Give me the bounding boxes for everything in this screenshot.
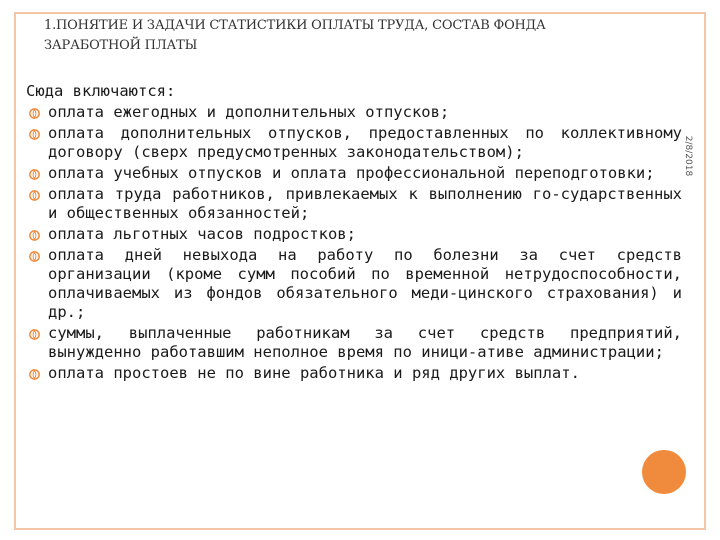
list-item	[26, 246, 682, 322]
list-item	[26, 185, 682, 223]
bullet-icon	[28, 250, 41, 263]
list-item-text: оплата дополнительных отпусков, предоставленных по коллективному договору (сверх предусмотренных законодательством);	[48, 124, 682, 161]
orange-circle-decoration	[642, 450, 686, 494]
bullet-icon	[28, 368, 41, 381]
list-item-text: оплата труда работников, привлекаемых к выполнению го-сударственных и общественных обязанностей;	[48, 185, 682, 222]
list-item-text: оплата льготных часов подростков;	[48, 225, 356, 243]
bullet-icon	[28, 168, 41, 181]
list-item-text: оплата учебных отпусков и оплата профессиональной переподготовки;	[48, 164, 655, 182]
bullet-icon	[28, 189, 41, 202]
bullet-list	[26, 103, 682, 383]
list-item	[26, 103, 682, 122]
list-item-text: оплата дней невыхода на работу по болезни за счет средств организации (кроме сумм пособий по временной нетрудоспособности, оплачиваемых из фондов обязательного меди-цинского страхования) и др.;	[48, 246, 682, 321]
list-item	[26, 124, 682, 162]
list-item	[26, 164, 682, 183]
bullet-icon	[28, 328, 41, 341]
list-item-text: оплата простоев не по вине работника и ряд других выплат.	[48, 364, 580, 382]
list-item	[26, 364, 682, 383]
slide-date: 2/8/2018	[683, 135, 693, 177]
list-item	[26, 225, 682, 244]
bullet-icon	[28, 107, 41, 120]
bullet-icon	[28, 128, 41, 141]
list-item-text: оплата ежегодных и дополнительных отпусков;	[48, 103, 450, 121]
list-item	[26, 324, 682, 362]
slide-title: 1.ПОНЯТИЕ И ЗАДАЧИ СТАТИСТИКИ ОПЛАТЫ ТРУДА, СОСТАВ ФОНДА ЗАРАБОТНОЙ ПЛАТЫ	[44, 18, 546, 53]
intro-text: Сюда включаются:	[26, 82, 176, 100]
list-item-text: суммы, выплаченные работникам за счет средств предприятий, вынужденно работавшим неполное время по иници-ативе администрации;	[48, 324, 682, 361]
slide-content	[26, 82, 682, 385]
bullet-icon	[28, 229, 41, 242]
